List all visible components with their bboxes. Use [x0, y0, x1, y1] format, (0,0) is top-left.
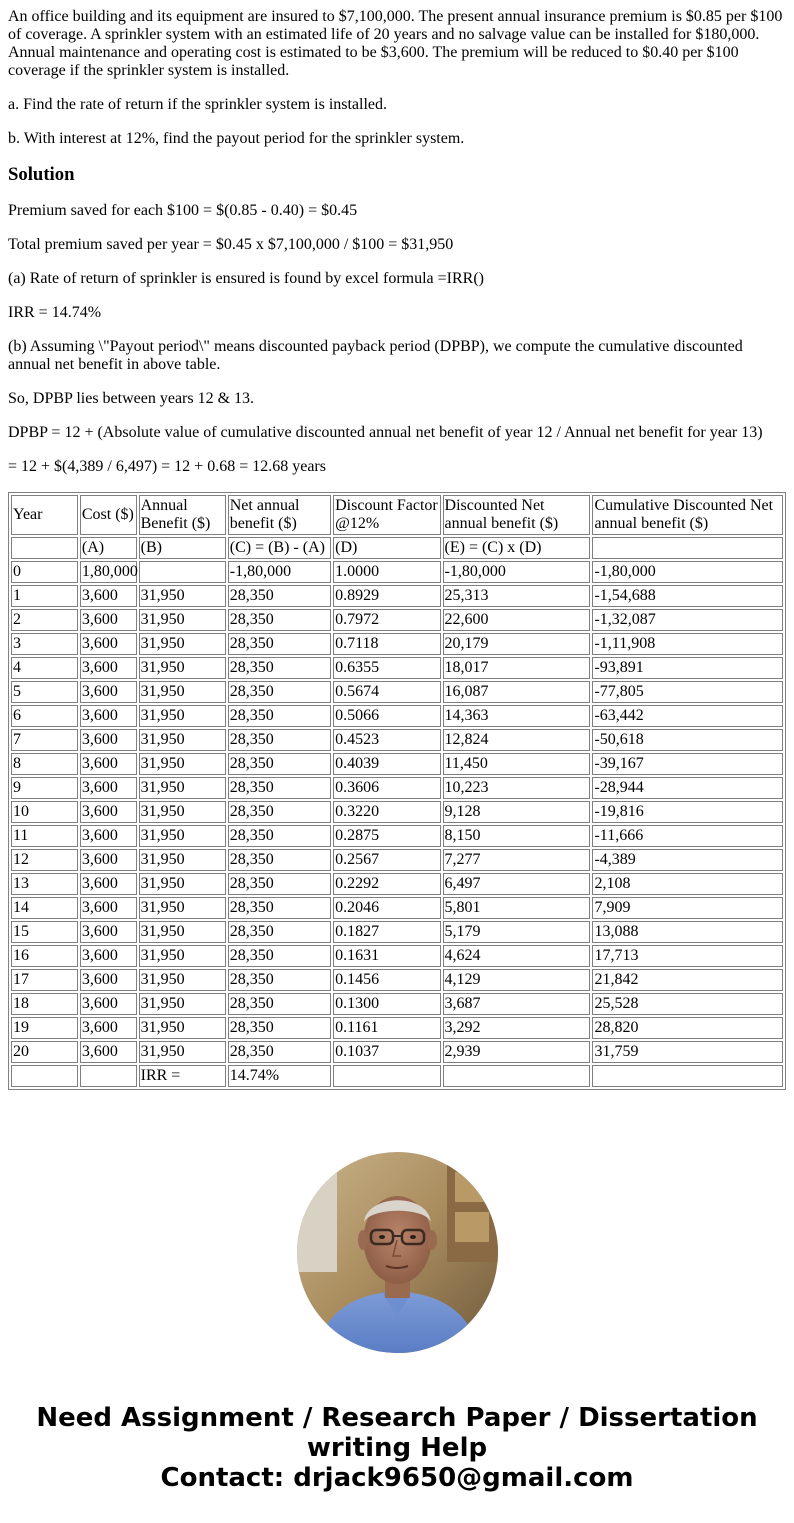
table-row [11, 777, 783, 799]
table-cell: 2,939 [443, 1041, 591, 1063]
subheader-cell: (C) = (B) - (A) [228, 537, 331, 559]
banner-line-3: Contact: drjack9650@gmail.com [160, 1463, 634, 1493]
header-cumulative-discounted: Cumulative Discounted Net annual benefit ($) [592, 495, 783, 535]
table-row [11, 633, 783, 655]
cash-flow-table [8, 492, 786, 1090]
table-cell: 3,600 [80, 849, 137, 871]
table-cell: 0.6355 [333, 657, 440, 679]
table-row [11, 1017, 783, 1039]
table-row [11, 825, 783, 847]
table-row [11, 849, 783, 871]
table-header-row [11, 495, 783, 535]
table-cell: 28,350 [228, 777, 331, 799]
table-cell: 9 [11, 777, 78, 799]
solution-line-dpbp-result: = 12 + $(4,389 / 6,497) = 12 + 0.68 = 12.68 years [8, 458, 326, 475]
table-cell: 11,450 [443, 753, 591, 775]
table-cell: 21,842 [592, 969, 783, 991]
author-photo-image [297, 1152, 498, 1353]
table-cell: 28,350 [228, 657, 331, 679]
table-cell: 13 [11, 873, 78, 895]
table-cell: 14,363 [443, 705, 591, 727]
table-cell: -4,389 [592, 849, 783, 871]
table-cell: 2,108 [592, 873, 783, 895]
problem-part-b: b. With interest at 12%, find the payout period for the sprinkler system. [8, 130, 465, 147]
subheader-cell [11, 537, 78, 559]
table-cell: 17 [11, 969, 78, 991]
table-cell: 31,950 [139, 1041, 226, 1063]
table-cell: -1,32,087 [592, 609, 783, 631]
table-cell: 28,820 [592, 1017, 783, 1039]
table-row [11, 657, 783, 679]
table-cell: 0.1300 [333, 993, 440, 1015]
problem-statement: An office building and its equipment are insured to $7,100,000. The present annual insurance premium is $0.85 per $100 of coverage. A sprinkler system with an estimated life of 20 years and no salvage value can be installed for $180,000. Annual maintenance and operating cost is estimated to be $3,600. The premium will be reduced to $0.40 per $100 coverage if the sprinkler system is installed. [8, 8, 783, 79]
subheader-cell: (D) [333, 537, 440, 559]
table-row [11, 585, 783, 607]
table-cell: 18,017 [443, 657, 591, 679]
table-cell: 31,950 [139, 993, 226, 1015]
table-cell: 3,600 [80, 801, 137, 823]
table-cell: 3,600 [80, 633, 137, 655]
table-cell: 3,600 [80, 993, 137, 1015]
table-cell: 0 [11, 561, 78, 583]
solution-line-dpbp-range: So, DPBP lies between years 12 & 13. [8, 390, 255, 407]
table-cell: 1.0000 [333, 561, 440, 583]
table-cell: 0.2292 [333, 873, 440, 895]
solution-line-dpbp-formula: DPBP = 12 + (Absolute value of cumulative discounted annual net benefit of year 12 / Annual net benefit for year 13) [8, 424, 763, 441]
table-cell: 0.1456 [333, 969, 440, 991]
table-row [11, 873, 783, 895]
table-cell: 28,350 [228, 681, 331, 703]
table-cell: 3,687 [443, 993, 591, 1015]
table-cell: 11 [11, 825, 78, 847]
table-cell: -19,816 [592, 801, 783, 823]
table-row [11, 681, 783, 703]
table-cell: 0.2875 [333, 825, 440, 847]
table-cell: 28,350 [228, 945, 331, 967]
table-cell [592, 1065, 783, 1087]
table-row [11, 609, 783, 631]
table-cell: 8,150 [443, 825, 591, 847]
table-cell: -1,80,000 [592, 561, 783, 583]
table-cell: 31,950 [139, 945, 226, 967]
banner-line-1: Need Assignment / Research Paper / Dissertation [36, 1403, 758, 1433]
table-cell: 3,600 [80, 705, 137, 727]
table-cell: 4,129 [443, 969, 591, 991]
table-cell: 16 [11, 945, 78, 967]
table-cell: 19 [11, 1017, 78, 1039]
table-cell: 31,950 [139, 609, 226, 631]
header-discounted-net-benefit: Discounted Net annual benefit ($) [443, 495, 591, 535]
table-cell: 31,950 [139, 657, 226, 679]
table-row [11, 945, 783, 967]
table-cell: 28,350 [228, 921, 331, 943]
table-cell: 28,350 [228, 873, 331, 895]
table-cell: 31,950 [139, 897, 226, 919]
table-cell: 28,350 [228, 801, 331, 823]
table-row [11, 897, 783, 919]
table-cell: -1,54,688 [592, 585, 783, 607]
table-cell: 3,600 [80, 1041, 137, 1063]
subheader-cell: (B) [139, 537, 226, 559]
table-cell: -11,666 [592, 825, 783, 847]
table-cell: 31,950 [139, 585, 226, 607]
table-cell: 28,350 [228, 825, 331, 847]
table-cell: 28,350 [228, 753, 331, 775]
subheader-cell: (E) = (C) x (D) [443, 537, 591, 559]
table-cell: 3,600 [80, 729, 137, 751]
table-cell: 7 [11, 729, 78, 751]
table-cell: 3,600 [80, 969, 137, 991]
table-row [11, 753, 783, 775]
table-cell: 31,950 [139, 681, 226, 703]
table-cell: 12,824 [443, 729, 591, 751]
table-cell: 13,088 [592, 921, 783, 943]
table-cell: 8 [11, 753, 78, 775]
table-cell: IRR = [139, 1065, 226, 1087]
table-cell: 0.8929 [333, 585, 440, 607]
table-row [11, 993, 783, 1015]
subheader-cell: (A) [80, 537, 137, 559]
table-row [11, 801, 783, 823]
table-cell: 0.1037 [333, 1041, 440, 1063]
table-cell: 15 [11, 921, 78, 943]
table-cell: 0.1631 [333, 945, 440, 967]
table-cell: 0.2567 [333, 849, 440, 871]
table-cell: 3,600 [80, 873, 137, 895]
header-year: Year [11, 495, 78, 535]
table-cell: 20,179 [443, 633, 591, 655]
table-cell: 28,350 [228, 897, 331, 919]
table-cell: 14.74% [228, 1065, 331, 1087]
subheader-cell [592, 537, 783, 559]
banner-line-2: writing Help [306, 1433, 488, 1463]
table-cell: -1,80,000 [443, 561, 591, 583]
solution-line-premium-saved: Premium saved for each $100 = $(0.85 - 0.40) = $0.45 [8, 202, 358, 219]
table-cell: 22,600 [443, 609, 591, 631]
table-cell: 1 [11, 585, 78, 607]
table-row [11, 1065, 783, 1087]
table-row [11, 705, 783, 727]
table-cell: 0.1827 [333, 921, 440, 943]
table-cell: 3,600 [80, 681, 137, 703]
table-cell: 28,350 [228, 705, 331, 727]
table-cell: 3,600 [80, 777, 137, 799]
table-cell: 3,600 [80, 609, 137, 631]
solution-line-total-premium: Total premium saved per year = $0.45 x $7,100,000 / $100 = $31,950 [8, 236, 454, 253]
table-cell: 0.2046 [333, 897, 440, 919]
table-cell: 31,759 [592, 1041, 783, 1063]
table-cell: 31,950 [139, 633, 226, 655]
table-cell: 9,128 [443, 801, 591, 823]
table-row [11, 969, 783, 991]
table-cell: 31,950 [139, 753, 226, 775]
table-cell: 0.1161 [333, 1017, 440, 1039]
table-cell: 5,179 [443, 921, 591, 943]
table-cell: 14 [11, 897, 78, 919]
header-annual-benefit: Annual Benefit ($) [139, 495, 226, 535]
table-cell: 6 [11, 705, 78, 727]
table-cell [139, 561, 226, 583]
table-cell: 0.4039 [333, 753, 440, 775]
table-cell: 0.7972 [333, 609, 440, 631]
table-cell: -28,944 [592, 777, 783, 799]
header-net-annual-benefit: Net annual benefit ($) [228, 495, 331, 535]
table-cell [11, 1065, 78, 1087]
table-cell: 5 [11, 681, 78, 703]
table-cell: 3,600 [80, 753, 137, 775]
solution-line-irr: IRR = 14.74% [8, 304, 102, 321]
table-row [11, 1041, 783, 1063]
table-cell: 3,292 [443, 1017, 591, 1039]
solution-line-part-b: (b) Assuming \"Payout period\" means discounted payback period (DPBP), we compute the cumulative discounted annual net benefit in above table. [8, 338, 743, 373]
table-subheader-row [11, 537, 783, 559]
table-cell: 31,950 [139, 969, 226, 991]
table-cell: -1,11,908 [592, 633, 783, 655]
table-cell: 31,950 [139, 921, 226, 943]
table-cell [443, 1065, 591, 1087]
header-discount-factor: Discount Factor @12% [333, 495, 440, 535]
table-cell: 3,600 [80, 585, 137, 607]
table-cell: 7,277 [443, 849, 591, 871]
table-cell: 3,600 [80, 657, 137, 679]
table-cell: 3,600 [80, 945, 137, 967]
table-cell: 25,528 [592, 993, 783, 1015]
solution-line-part-a: (a) Rate of return of sprinkler is ensured is found by excel formula =IRR() [8, 270, 484, 287]
table-cell: 1,80,000 [80, 561, 137, 583]
contact-banner [0, 1403, 794, 1493]
table-cell: 31,950 [139, 729, 226, 751]
table-cell: 10,223 [443, 777, 591, 799]
table-cell: 0.5674 [333, 681, 440, 703]
table-cell: 31,950 [139, 705, 226, 727]
table-cell: 31,950 [139, 777, 226, 799]
table-cell: 4 [11, 657, 78, 679]
table-cell: 28,350 [228, 729, 331, 751]
table-cell [333, 1065, 440, 1087]
table-cell: 3,600 [80, 1017, 137, 1039]
table-cell: 0.3606 [333, 777, 440, 799]
table-cell [80, 1065, 137, 1087]
table-cell: 18 [11, 993, 78, 1015]
table-cell: 10 [11, 801, 78, 823]
table-cell: 28,350 [228, 993, 331, 1015]
table-cell: 28,350 [228, 609, 331, 631]
table-row [11, 561, 783, 583]
table-cell: 0.3220 [333, 801, 440, 823]
table-cell: 3,600 [80, 897, 137, 919]
table-cell: -50,618 [592, 729, 783, 751]
table-cell: 0.7118 [333, 633, 440, 655]
table-cell: 28,350 [228, 1017, 331, 1039]
solution-heading: Solution [8, 164, 75, 185]
table-cell: 31,950 [139, 849, 226, 871]
table-cell: 3,600 [80, 825, 137, 847]
table-cell: -39,167 [592, 753, 783, 775]
table-cell: 3 [11, 633, 78, 655]
table-cell: 28,350 [228, 969, 331, 991]
table-cell: 25,313 [443, 585, 591, 607]
table-cell: 3,600 [80, 921, 137, 943]
table-cell: 0.4523 [333, 729, 440, 751]
table-cell: -1,80,000 [228, 561, 331, 583]
document-body [8, 8, 786, 1090]
table-cell: 16,087 [443, 681, 591, 703]
table-cell: 31,950 [139, 801, 226, 823]
table-cell: 6,497 [443, 873, 591, 895]
table-cell: 4,624 [443, 945, 591, 967]
table-cell: 20 [11, 1041, 78, 1063]
table-cell: 28,350 [228, 633, 331, 655]
table-cell: 31,950 [139, 825, 226, 847]
table-cell: -77,805 [592, 681, 783, 703]
table-row [11, 729, 783, 751]
problem-part-a: a. Find the rate of return if the sprinkler system is installed. [8, 96, 388, 113]
table-cell: -63,442 [592, 705, 783, 727]
author-photo [297, 1152, 498, 1353]
table-row [11, 921, 783, 943]
table-cell: 0.5066 [333, 705, 440, 727]
table-cell: 2 [11, 609, 78, 631]
table-cell: 28,350 [228, 585, 331, 607]
header-cost: Cost ($) [80, 495, 137, 535]
table-cell: 17,713 [592, 945, 783, 967]
table-cell: 12 [11, 849, 78, 871]
table-cell: 28,350 [228, 1041, 331, 1063]
table-cell: -93,891 [592, 657, 783, 679]
table-cell: 31,950 [139, 1017, 226, 1039]
table-cell: 5,801 [443, 897, 591, 919]
table-cell: 28,350 [228, 849, 331, 871]
table-cell: 31,950 [139, 873, 226, 895]
table-cell: 7,909 [592, 897, 783, 919]
